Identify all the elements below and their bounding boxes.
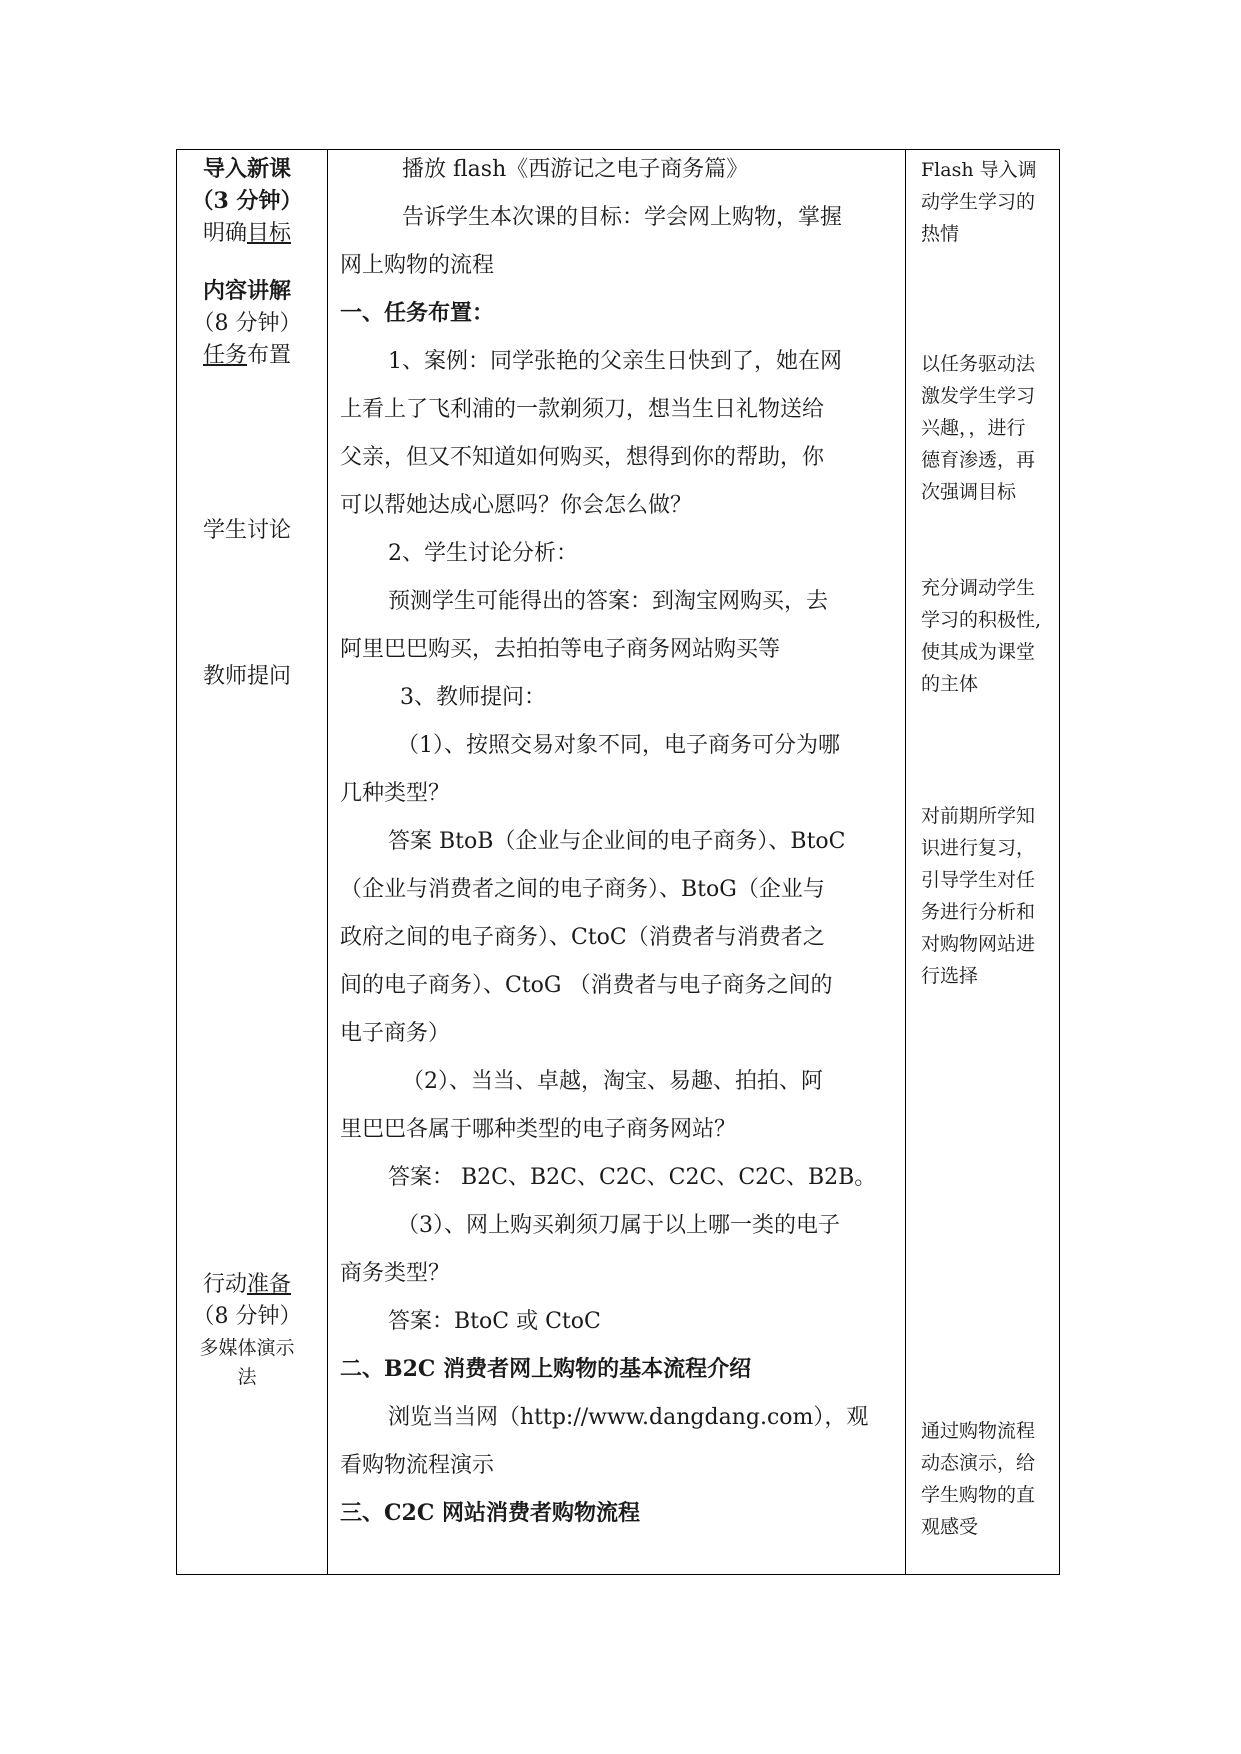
- note-line: 使其成为课堂: [921, 641, 1036, 663]
- section-heading: 三、C2C 网站消费者购物流程: [340, 1500, 640, 1526]
- note-line: 充分调动学生: [921, 577, 1036, 599]
- content-line: 答案 BtoB（企业与企业间的电子商务）、BtoC: [388, 829, 846, 854]
- content-line: 1、案例：同学张艳的父亲生日快到了，她在网: [388, 349, 842, 374]
- content-line: 答案：BtoC 或 CtoC: [388, 1309, 601, 1334]
- note-line: 以任务驱动法: [921, 353, 1036, 375]
- content-line: 播放 flash《西游记之电子商务篇》: [402, 157, 749, 182]
- left-col-line: （8 分钟）: [192, 311, 302, 336]
- note-line: 兴趣，，进行: [921, 417, 1026, 439]
- content-line: 上看上了飞利浦的一款剃须刀，想当生日礼物送给: [340, 397, 825, 422]
- lesson-plan-table: [176, 149, 1060, 1575]
- content-line: （企业与消费者之间的电子商务）、BtoG（企业与: [340, 877, 825, 902]
- note-line: 学习的积极性,: [921, 609, 1042, 631]
- content-line: 电子商务）: [340, 1021, 451, 1046]
- content-line: 政府之间的电子商务）、CtoC（消费者与消费者之: [340, 925, 825, 950]
- note-line: 对购物网站进: [921, 933, 1036, 955]
- content-line: 告诉学生本次课的目标：学会网上购物，掌握: [402, 205, 843, 230]
- note-line: 行选择: [921, 965, 979, 987]
- section-heading: 一、任务布置：: [340, 300, 495, 326]
- content-line: 3、教师提问：: [400, 685, 546, 710]
- left-col-line: 学生讨论: [202, 518, 291, 543]
- note-line: Flash 导入调: [921, 159, 1037, 181]
- content-line: （2）、当当、卓越，淘宝、易趣、拍拍、阿: [402, 1069, 823, 1094]
- content-line: 里巴巴各属于哪种类型的电子商务网站？: [340, 1117, 737, 1142]
- left-col-line: （3 分钟）: [191, 188, 303, 214]
- content-line: 阿里巴巴购买，去拍拍等电子商务网站购买等: [340, 637, 781, 662]
- content-line: （1）、按照交易对象不同，电子商务可分为哪: [397, 733, 840, 758]
- content-line: 几种类型？: [340, 781, 451, 806]
- note-line: 德育渗透，再: [921, 449, 1036, 471]
- section-heading: 二、B2C 消费者网上购物的基本流程介绍: [340, 1356, 752, 1382]
- column-divider: [905, 150, 906, 1574]
- note-line: 观感受: [921, 1516, 979, 1538]
- note-line: 务进行分析和: [921, 901, 1036, 923]
- content-line: 答案： B2C、B2C、C2C、C2C、C2C、B2B。: [388, 1165, 877, 1190]
- content-line: 商务类型？: [340, 1261, 451, 1286]
- left-col-line: 内容讲解: [202, 278, 291, 304]
- content-line: 父亲，但又不知道如何购买，想得到你的帮助，你: [340, 445, 825, 470]
- left-col-line: 法: [237, 1366, 257, 1388]
- note-line: 的主体: [921, 673, 979, 695]
- note-line: 激发学生学习: [921, 385, 1036, 407]
- left-col-line: 任务布置: [202, 343, 292, 368]
- note-line: 对前期所学知: [921, 805, 1036, 827]
- note-line: 通过购物流程: [921, 1420, 1036, 1442]
- left-col-line: 行动准备: [202, 1272, 292, 1297]
- left-col-line: 明确目标: [202, 221, 292, 246]
- note-line: 次强调目标: [921, 481, 1017, 503]
- note-line: 引导学生对任: [921, 869, 1036, 891]
- content-line: 预测学生可能得出的答案：到淘宝网购买，去: [388, 589, 829, 614]
- left-col-line: 导入新课: [202, 156, 291, 182]
- left-col-line: （8 分钟）: [192, 1304, 302, 1329]
- content-line: 2、学生讨论分析：: [388, 541, 578, 566]
- note-line: 学生购物的直: [921, 1484, 1036, 1506]
- note-line: 识进行复习，: [921, 837, 1036, 859]
- note-line: 动学生学习的: [921, 191, 1036, 213]
- content-line: 网上购物的流程: [340, 253, 495, 278]
- note-line: 动态演示，给: [921, 1452, 1036, 1474]
- note-line: 热情: [921, 223, 960, 245]
- column-divider: [327, 150, 328, 1574]
- content-line: 看购物流程演示: [340, 1453, 495, 1478]
- left-col-line: 教师提问: [202, 664, 291, 689]
- content-line: 可以帮她达成心愿吗？你会怎么做？: [340, 493, 693, 518]
- content-line: 间的电子商务）、CtoG （消费者与电子商务之间的: [340, 973, 833, 998]
- content-line: 浏览当当网（http://www.dangdang.com），观: [388, 1405, 869, 1430]
- content-line: （3）、网上购买剃须刀属于以上哪一类的电子: [397, 1213, 840, 1238]
- left-col-line: 多媒体演示: [199, 1337, 295, 1359]
